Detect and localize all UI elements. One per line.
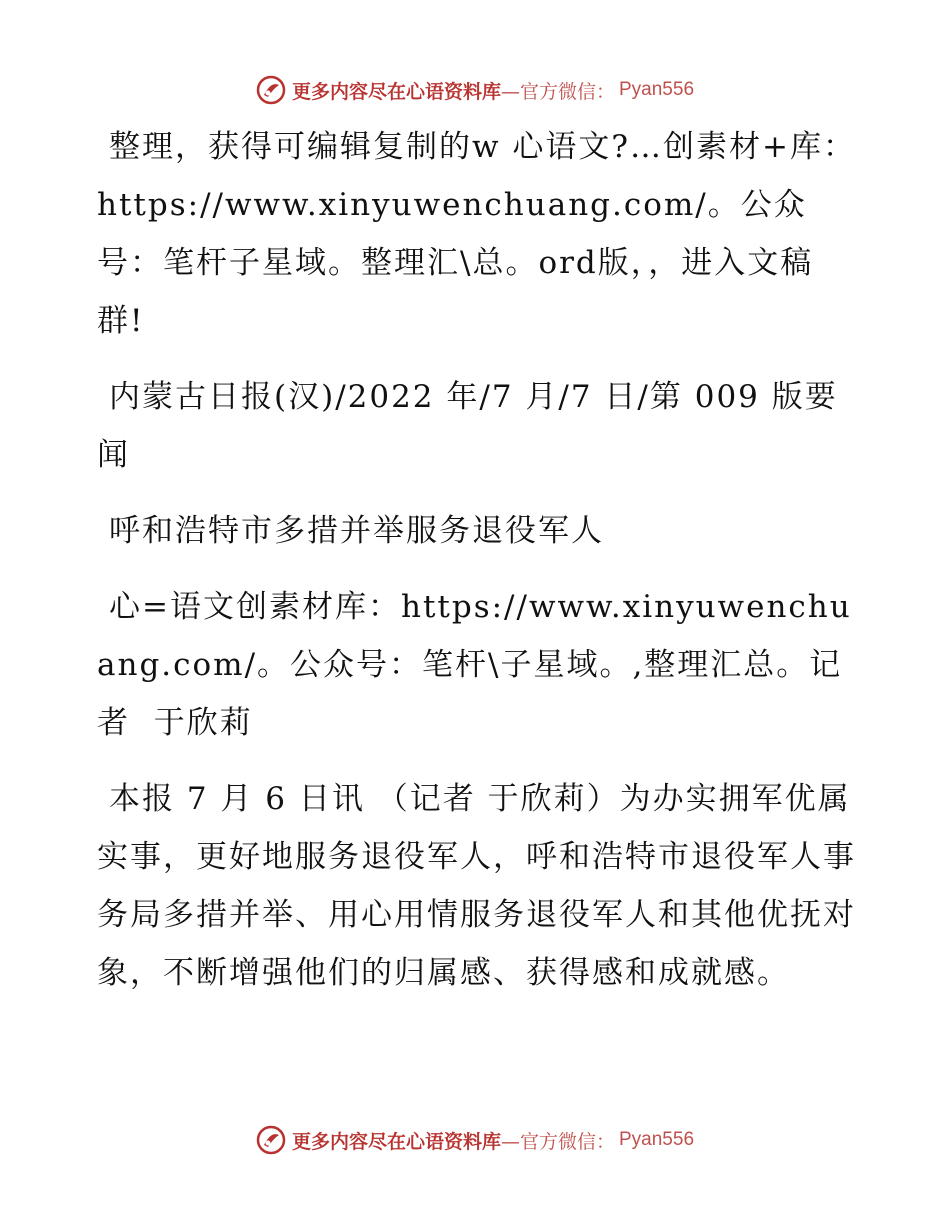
article-title-text: 呼和浩特市多措并举服务退役军人 (109, 513, 604, 549)
brand-logo-icon (256, 75, 286, 105)
watermark-text (292, 77, 615, 104)
paragraph-source-text: 内蒙古日报(汉)/2022 年/7 月/7 日/第 009 版要闻 (97, 379, 838, 473)
watermark-main: 更多内容尽在心语资料库 (291, 80, 501, 103)
footer-watermark (0, 1120, 950, 1160)
watermark-id: Pyan556 (619, 1129, 695, 1150)
brand-logo-icon (256, 1125, 286, 1155)
watermark-id: Pyan556 (619, 79, 695, 100)
paragraph-intro (97, 118, 857, 350)
paragraph-intro-text: 整理，获得可编辑复制的w 心语文?…创素材+库：https://www.xinyuwenchuang.com/。公众号：笔杆子星域。整理汇\总。ord版，，进入文稿群! (97, 129, 856, 339)
article-title (97, 502, 857, 560)
watermark-sub: —官方微信： (500, 80, 615, 103)
paragraph-body (97, 770, 857, 1002)
header-watermark (0, 70, 950, 110)
watermark-main: 更多内容尽在心语资料库 (291, 1130, 501, 1153)
paragraph-byline-text: 心=语文创素材库：https://www.xinyuwenchuang.com/。公众号：笔杆\子星域。,整理汇总。记者 于欣莉 (97, 589, 852, 741)
paragraph-source (97, 368, 857, 484)
watermark-sub: —官方微信： (500, 1130, 615, 1153)
paragraph-body-text: 本报 7 月 6 日讯 （记者 于欣莉）为办实拥军优属实事，更好地服务退役军人，呼和浩特市退役军人事务局多措并举、用心用情服务退役军人和其他优抚对象，不断增强他们的归属感、获得感和成就感。 (97, 781, 856, 991)
paragraph-byline (97, 578, 857, 752)
document-body (97, 118, 857, 1020)
watermark-text (292, 1127, 615, 1154)
